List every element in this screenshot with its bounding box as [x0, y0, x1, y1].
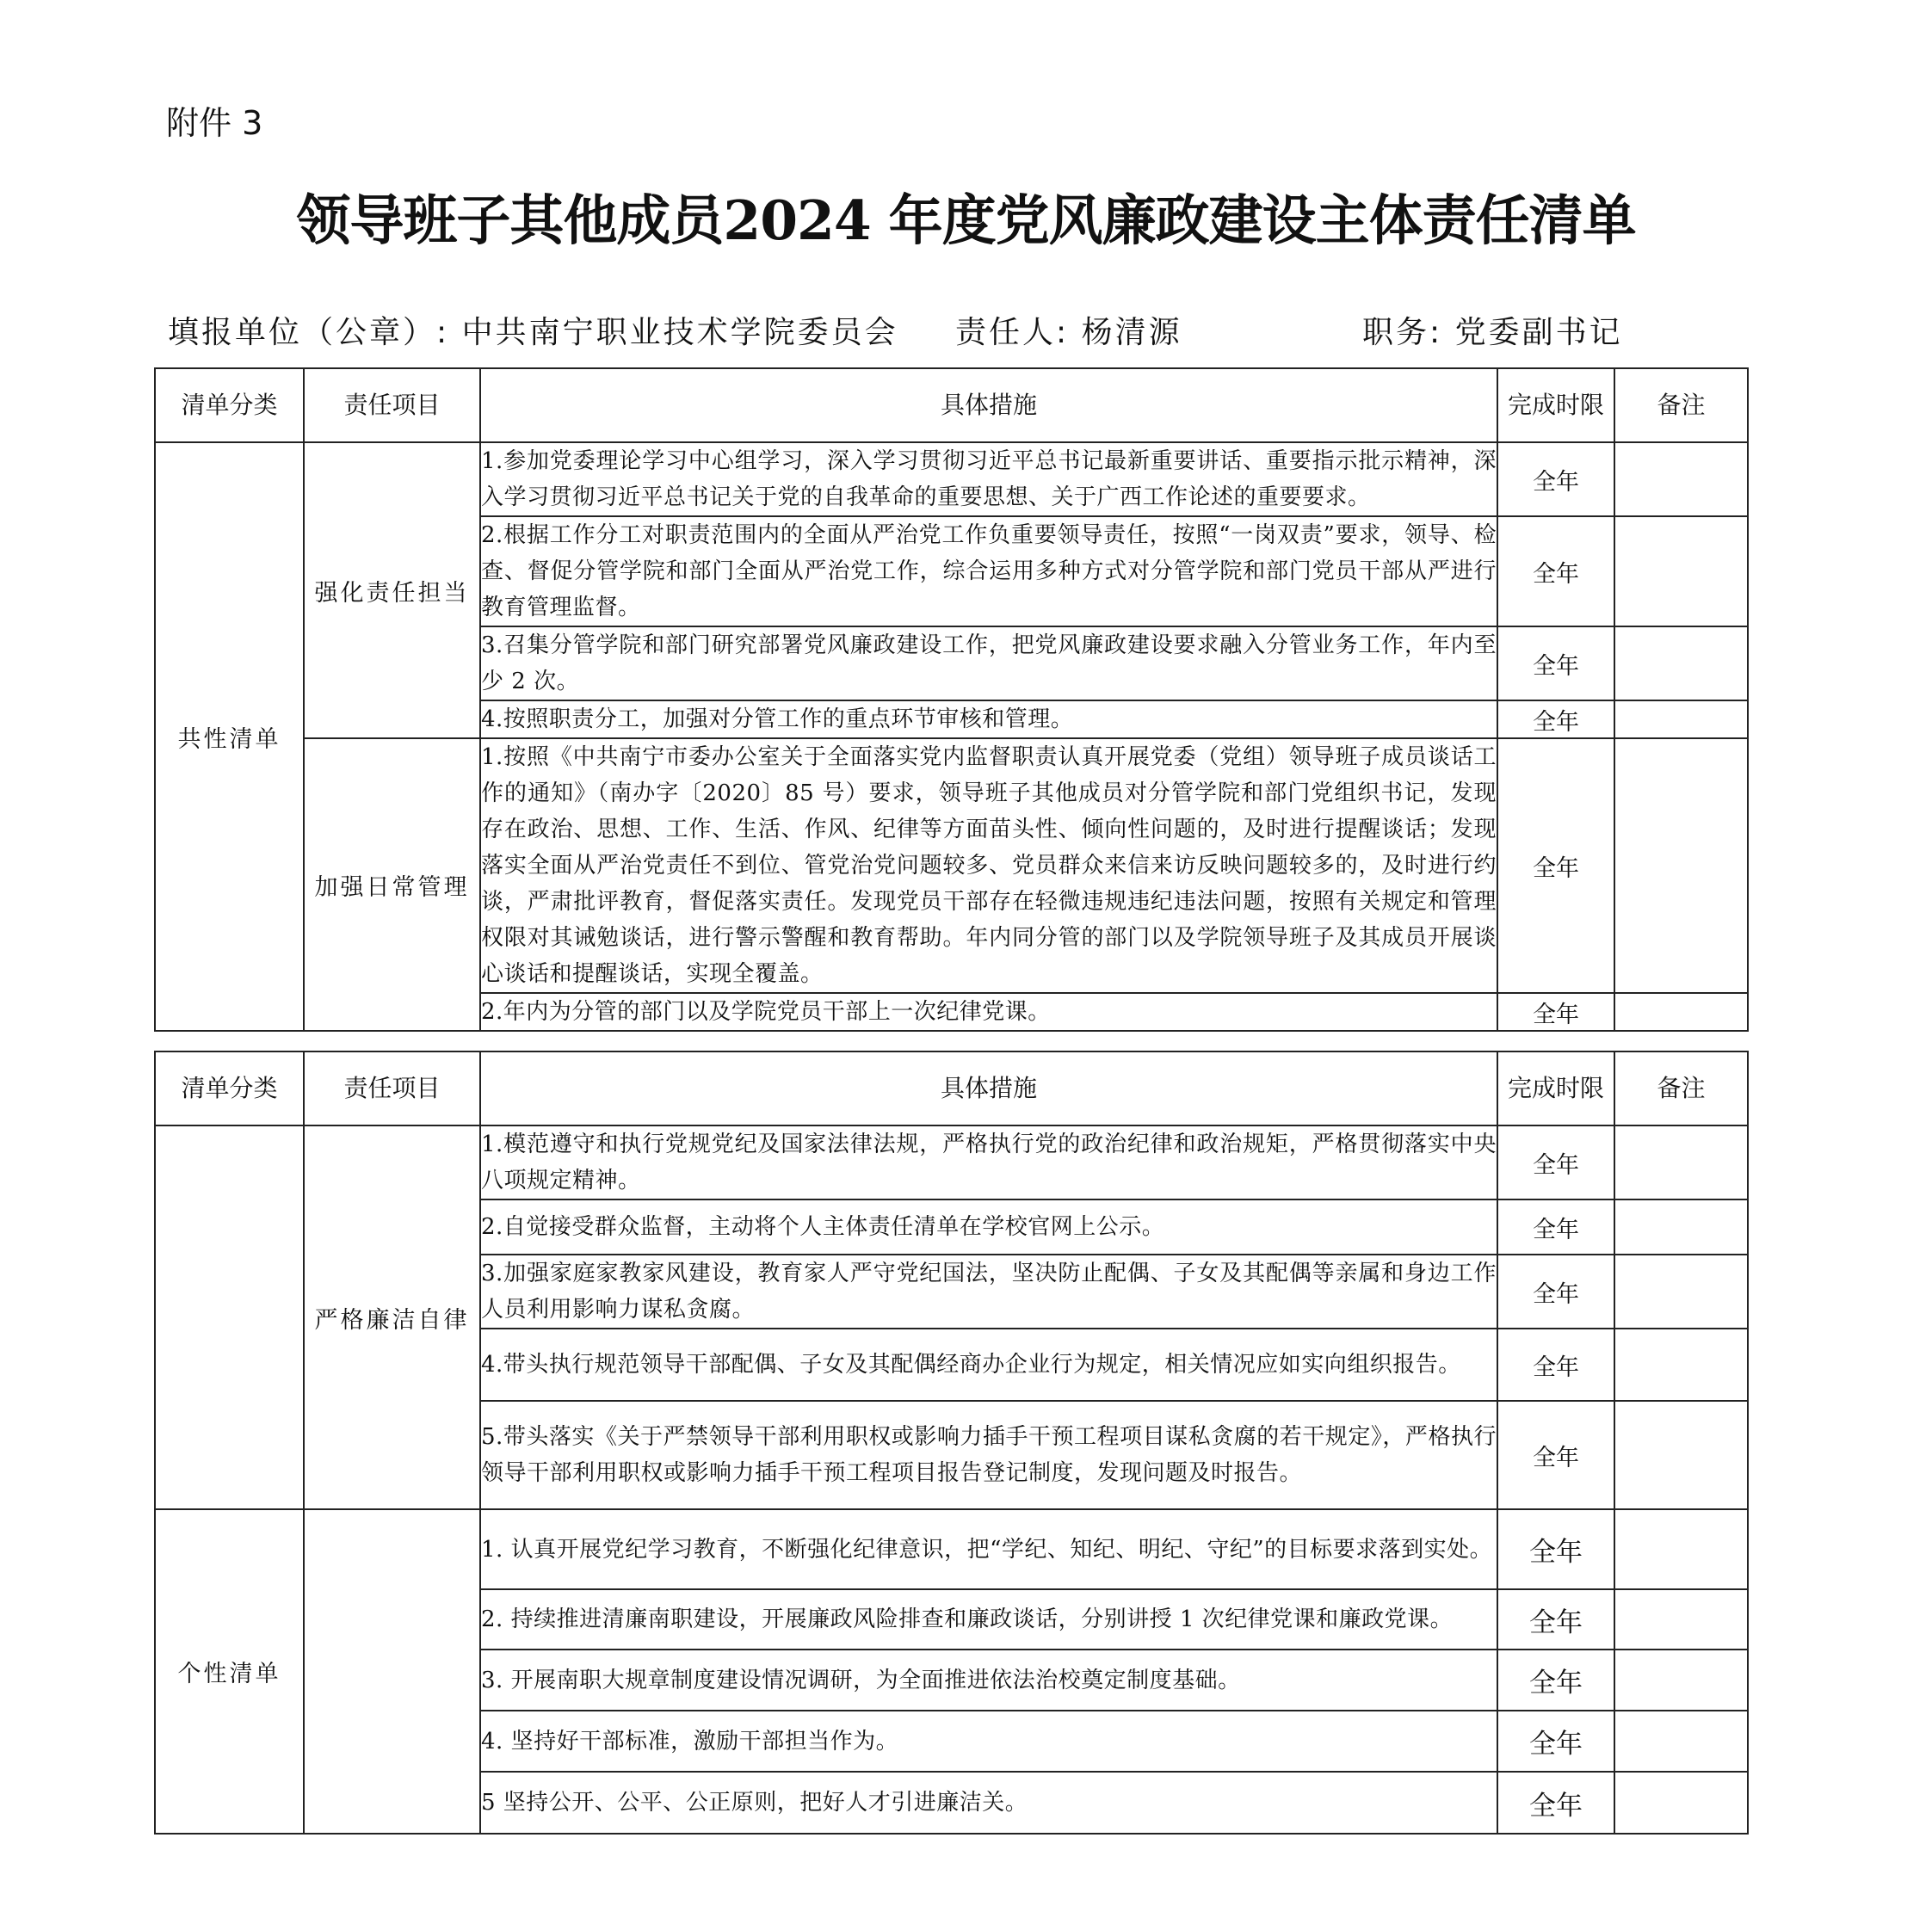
responsibility-table-common: [154, 367, 1749, 1032]
note-cell: [1614, 1711, 1748, 1772]
deadline-cell: 全年: [1497, 516, 1614, 626]
header-note: 备注: [1614, 1051, 1748, 1125]
measure-cell: 2. 持续推进清廉南职建设，开展廉政风险排查和廉政谈话，分别讲授 1 次纪律党课和廉政党课。: [480, 1589, 1497, 1650]
note-cell: [1614, 1650, 1748, 1711]
deadline-cell: 全年: [1497, 1199, 1614, 1255]
note-cell: [1614, 1125, 1748, 1199]
note-cell: [1614, 1509, 1748, 1589]
deadline-cell: 全年: [1497, 993, 1614, 1031]
category-cell: [155, 1125, 304, 1509]
measure-cell: 2.自觉接受群众监督，主动将个人主体责任清单在学校官网上公示。: [480, 1199, 1497, 1255]
deadline-cell: 全年: [1497, 442, 1614, 516]
responsible-person: 责任人: 杨清源: [955, 315, 1182, 350]
measure-cell: 4. 坚持好干部标准，激励干部担当作为。: [480, 1711, 1497, 1772]
item-cell: [304, 1509, 480, 1834]
deadline-cell: 全年: [1497, 626, 1614, 700]
note-cell: [1614, 1401, 1748, 1509]
deadline-cell: 全年: [1497, 1711, 1614, 1772]
note-cell: [1614, 993, 1748, 1031]
note-cell: [1614, 700, 1748, 738]
table-header-row: [155, 368, 1748, 442]
deadline-cell: 全年: [1497, 1329, 1614, 1401]
deadline-cell: 全年: [1497, 1255, 1614, 1329]
measure-cell: 2.年内为分管的部门以及学院党员干部上一次纪律党课。: [480, 993, 1497, 1031]
header-deadline: 完成时限: [1497, 1051, 1614, 1125]
header-category: 清单分类: [155, 368, 304, 442]
deadline-cell: 全年: [1497, 700, 1614, 738]
deadline-cell: 全年: [1497, 1650, 1614, 1711]
table-row: [155, 1125, 1748, 1199]
measure-cell: 3. 开展南职大规章制度建设情况调研，为全面推进依法治校奠定制度基础。: [480, 1650, 1497, 1711]
attachment-label: 附件 3: [166, 104, 263, 142]
measure-cell: 1.模范遵守和执行党规党纪及国家法律法规，严格执行党的政治纪律和政治规矩，严格贯彻落实中央八项规定精神。: [480, 1125, 1497, 1199]
deadline-cell: 全年: [1497, 1509, 1614, 1589]
header-category: 清单分类: [155, 1051, 304, 1125]
table-row: [155, 1509, 1748, 1589]
header-measure: 具体措施: [480, 1051, 1497, 1125]
note-cell: [1614, 626, 1748, 700]
table-header-row: [155, 1051, 1748, 1125]
header-note: 备注: [1614, 368, 1748, 442]
note-cell: [1614, 1255, 1748, 1329]
table-row: [155, 738, 1748, 993]
category-cell: 个性清单: [155, 1509, 304, 1834]
measure-cell: 4.按照职责分工，加强对分管工作的重点环节审核和管理。: [480, 700, 1497, 738]
measure-cell: 1.按照《中共南宁市委办公室关于全面落实党内监督职责认真开展党委（党组）领导班子成员谈话工作的通知》（南办字〔2020〕85 号）要求，领导班子其他成员对分管学院和部门党组织书记，发现存在政治、思想、工作、生活、作风、纪律等方面苗头性、倾向性问题的，及时进行提醒谈话；发现落实全面从严治党责任不到位、管党治党问题较多、党员群众来信来访反映问题较多的，及时进行约谈，严肃批评教育，督促落实责任。发现党员干部存在轻微违规违纪违法问题，按照有关规定和管理权限对其诫勉谈话，进行警示警醒和教育帮助。年内同分管的部门以及学院领导班子及其成员开展谈心谈话和提醒谈话，实现全覆盖。: [480, 738, 1497, 993]
note-cell: [1614, 442, 1748, 516]
item-cell: 加强日常管理: [304, 738, 480, 1031]
note-cell: [1614, 738, 1748, 993]
item-cell: 严格廉洁自律: [304, 1125, 480, 1509]
header-measure: 具体措施: [480, 368, 1497, 442]
note-cell: [1614, 516, 1748, 626]
table-row: [155, 442, 1748, 516]
reporting-unit: 填报单位（公章）: 中共南宁职业技术学院委员会: [168, 315, 898, 350]
note-cell: [1614, 1329, 1748, 1401]
measure-cell: 5.带头落实《关于严禁领导干部利用职权或影响力插手干预工程项目谋私贪腐的若干规定》，严格执行领导干部利用职权或影响力插手干预工程项目报告登记制度，发现问题及时报告。: [480, 1401, 1497, 1509]
item-cell: 强化责任担当: [304, 442, 480, 738]
position: 职务: 党委副书记: [1362, 315, 1623, 350]
measure-cell: 5 坚持公开、公平、公正原则，把好人才引进廉洁关。: [480, 1772, 1497, 1834]
deadline-cell: 全年: [1497, 738, 1614, 993]
measure-cell: 1. 认真开展党纪学习教育，不断强化纪律意识，把“学纪、知纪、明纪、守纪”的目标要求落到实处。: [480, 1509, 1497, 1589]
document-title: 领导班子其他成员2024 年度党风廉政建设主体责任清单: [296, 188, 1636, 252]
deadline-cell: 全年: [1497, 1772, 1614, 1834]
responsibility-table-personal: [154, 1051, 1749, 1835]
note-cell: [1614, 1199, 1748, 1255]
measure-cell: 2.根据工作分工对职责范围内的全面从严治党工作负重要领导责任，按照“一岗双责”要求，领导、检查、督促分管学院和部门全面从严治党工作，综合运用多种方式对分管学院和部门党员干部从严进行教育管理监督。: [480, 516, 1497, 626]
measure-cell: 3.召集分管学院和部门研究部署党风廉政建设工作，把党风廉政建设要求融入分管业务工作，年内至少 2 次。: [480, 626, 1497, 700]
measure-cell: 4.带头执行规范领导干部配偶、子女及其配偶经商办企业行为规定，相关情况应如实向组织报告。: [480, 1329, 1497, 1401]
deadline-cell: 全年: [1497, 1125, 1614, 1199]
header-deadline: 完成时限: [1497, 368, 1614, 442]
category-cell: 共性清单: [155, 442, 304, 1031]
measure-cell: 1.参加党委理论学习中心组学习，深入学习贯彻习近平总书记最新重要讲话、重要指示批示精神，深入学习贯彻习近平总书记关于党的自我革命的重要思想、关于广西工作论述的重要要求。: [480, 442, 1497, 516]
measure-cell: 3.加强家庭家教家风建设，教育家人严守党纪国法，坚决防止配偶、子女及其配偶等亲属和身边工作人员利用影响力谋私贪腐。: [480, 1255, 1497, 1329]
note-cell: [1614, 1772, 1748, 1834]
header-item: 责任项目: [304, 368, 480, 442]
deadline-cell: 全年: [1497, 1589, 1614, 1650]
note-cell: [1614, 1589, 1748, 1650]
deadline-cell: 全年: [1497, 1401, 1614, 1509]
header-item: 责任项目: [304, 1051, 480, 1125]
